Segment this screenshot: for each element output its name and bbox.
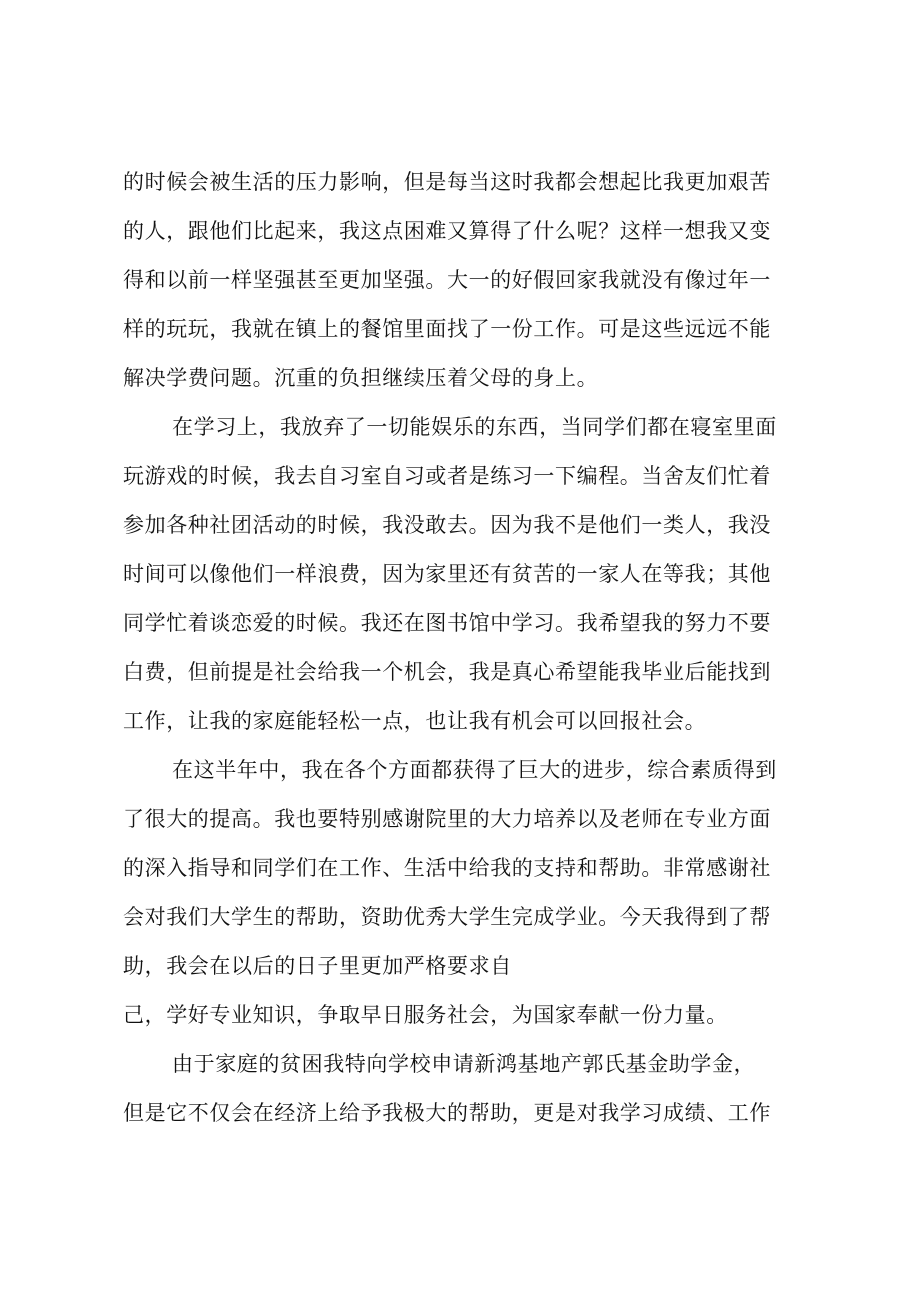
text-line: 的人，跟他们比起来，我这点困难又算得了什么呢？这样一想我又变 [123,219,771,243]
text-line: 工作，让我的家庭能轻松一点，也让我有机会可以回报社会。 [123,709,707,733]
text-line: 的深入指导和同学们在工作、生活中给我的支持和帮助。非常感谢社 [123,856,771,880]
text-line: 在学习上，我放弃了一切能娱乐的东西，当同学们都在寝室里面 [172,415,777,439]
text-line: 时间可以像他们一样浪费，因为家里还有贫苦的一家人在等我；其他 [123,562,771,586]
text-line: 的时候会被生活的压力影响，但是每当这时我都会想起比我更加艰苦 [123,170,771,194]
text-line: 同学忙着谈恋爱的时候。我还在图书馆中学习。我希望我的努力不要 [123,611,771,635]
text-line: 玩游戏的时候，我去自习室自习或者是练习一下编程。当舍友们忙着 [123,464,771,488]
text-line: 己，学好专业知识，争取早日服务社会，为国家奉献一份力量。 [123,1003,728,1027]
text-line: 由于家庭的贫困我特向学校申请新鸿基地产郭氏基金助学金， [172,1052,756,1076]
text-line: 但是它不仅会在经济上给予我极大的帮助，更是对我学习成绩、工作 [123,1101,771,1125]
text-line: 助，我会在以后的日子里更加严格要求自 [123,954,512,978]
text-line: 样的玩玩，我就在镇上的餐馆里面找了一份工作。可是这些远远不能 [123,317,771,341]
text-line: 得和以前一样坚强甚至更加坚强。大一的好假回家我就没有像过年一 [123,268,771,292]
text-line: 解决学费问题。沉重的负担继续压着父母的身上。 [123,366,599,390]
text-line: 了很大的提高。我也要特别感谢院里的大力培养以及老师在专业方面 [123,807,771,831]
text-line: 会对我们大学生的帮助，资助优秀大学生完成学业。今天我得到了帮 [123,905,771,929]
text-line: 参加各种社团活动的时候，我没敢去。因为我不是他们一类人，我没 [123,513,771,537]
text-line: 在这半年中，我在各个方面都获得了巨大的进步，综合素质得到 [172,758,777,782]
text-line: 白费，但前提是社会给我一个机会，我是真心希望能我毕业后能找到 [123,660,771,684]
